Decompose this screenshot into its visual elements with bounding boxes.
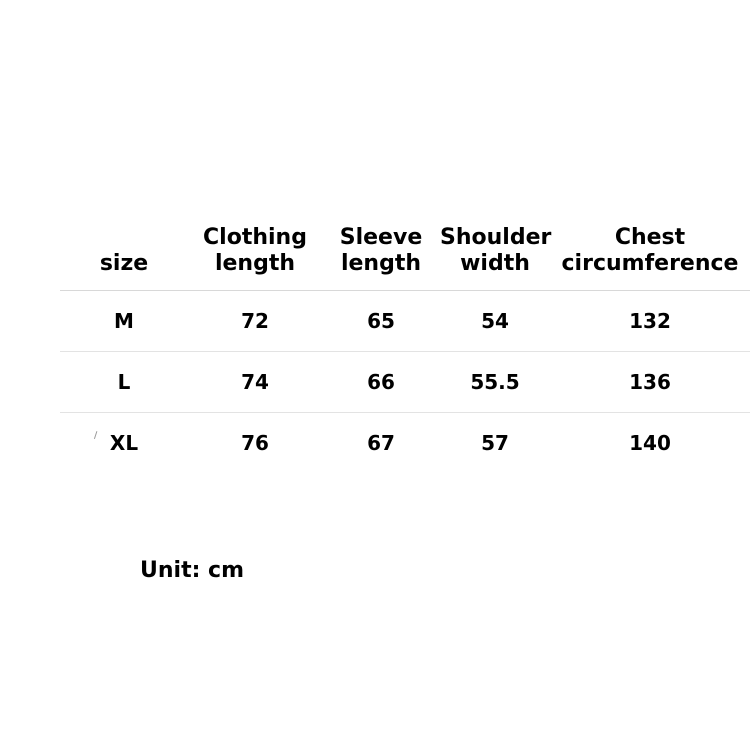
- cell-shoulder-width: 55.5: [440, 352, 550, 413]
- column-header-size: [60, 225, 188, 291]
- cell-sleeve-length: 65: [322, 291, 440, 352]
- cell-size: M: [60, 291, 188, 352]
- unit-note: Unit: cm: [140, 558, 245, 583]
- column-header-size-label: size: [99, 250, 149, 276]
- table-row: [60, 291, 750, 352]
- cell-clothing-length: 74: [188, 352, 322, 413]
- column-header-shoulder-width-line1: Shoulder: [440, 225, 552, 250]
- column-header-shoulder-width: [440, 225, 550, 291]
- table-header: [60, 225, 750, 291]
- cell-size: XL: [60, 413, 188, 474]
- cell-sleeve-length: 66: [322, 352, 440, 413]
- column-header-sleeve-length: [322, 225, 440, 291]
- cell-size: L: [60, 352, 188, 413]
- table-row: [60, 413, 750, 474]
- cell-shoulder-width: 57: [440, 413, 550, 474]
- cell-shoulder-width: 54: [440, 291, 550, 352]
- table-body: [60, 291, 750, 474]
- table-header-row: [60, 225, 750, 291]
- column-header-shoulder-width-line2: width: [460, 250, 530, 276]
- column-header-chest-circumference: [550, 225, 750, 291]
- column-header-sleeve-length-line2: length: [340, 250, 422, 276]
- cell-clothing-length: 72: [188, 291, 322, 352]
- column-header-chest-circumference-line1: Chest: [614, 225, 686, 250]
- size-table: [60, 225, 750, 473]
- column-header-sleeve-length-line1: Sleeve: [339, 225, 423, 250]
- column-header-chest-circumference-line2: circumference: [561, 250, 739, 276]
- cell-chest-circumference: 136: [550, 352, 750, 413]
- cell-chest-circumference: 132: [550, 291, 750, 352]
- column-header-clothing-length: [188, 225, 322, 291]
- cell-sleeve-length: 67: [322, 413, 440, 474]
- table-row: [60, 352, 750, 413]
- size-table-container: [60, 225, 750, 473]
- column-header-clothing-length-line2: length: [214, 250, 296, 276]
- cell-clothing-length: 76: [188, 413, 322, 474]
- column-header-clothing-length-line1: Clothing: [203, 225, 307, 250]
- cell-chest-circumference: 140: [550, 413, 750, 474]
